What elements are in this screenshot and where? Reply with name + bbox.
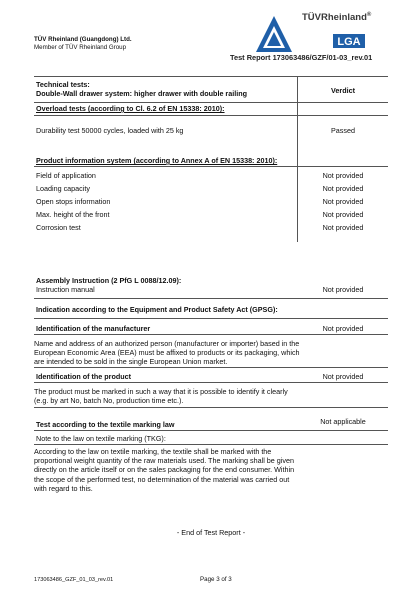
list-item: Field of application [36,171,96,180]
instruction-manual-verdict: Not provided [322,285,364,294]
of-label: of [221,576,227,583]
verdict-column-divider [297,76,298,242]
list-item: Loading capacity [36,184,90,193]
company-name: TÜV Rheinland (Guangdong) Ltd. [34,36,132,43]
list-item: Max. height of the front [36,210,110,219]
product-id-text: The product must be marked in such a way that it is possible to identify it clearly (e.g. by art No, batch No, production time etc.). [34,387,288,406]
page-label: Page [200,576,215,583]
textile-note: Note to the law on textile marking (TKG): [36,434,166,443]
assembly-heading: Assembly Instruction (2 PfG L 0088/12.09): [36,276,182,285]
textile-heading: Test according to the textile marking law [36,420,175,429]
list-item-verdict: Not provided [322,184,364,193]
divider [34,298,388,299]
divider [34,430,388,431]
divider [34,166,388,167]
divider [34,334,388,335]
lga-logo-icon [333,34,365,48]
page-total: 3 [228,576,232,583]
end-of-report: - End of Test Report - [176,528,246,537]
product-id-heading: Identification of the product [36,372,132,381]
footer-file-name: 173063486_GZF_01_03_rev.01 [34,577,114,583]
lga-logo-text: LGA [337,36,361,48]
brand-name [302,12,371,23]
manufacturer-verdict: Not provided [322,324,364,333]
divider [34,318,388,319]
manufacturer-text: Name and address of an authorized person (manufacturer or importer) based in the European Economic Area (EEA) must be affixed to products or its packaging, which are intended to be sold in the single European Union market. [34,339,300,367]
page-indicator [200,576,232,583]
product-id-verdict: Not provided [322,372,364,381]
brand-text: TÜVRheinland [302,12,367,24]
gpsg-heading: Indication according to the Equipment and Product Safety Act (GPSG): [36,305,278,314]
tuv-triangle-logo-icon [254,14,294,54]
member-of: Member of TÜV Rheinland Group [34,44,127,51]
registered-mark: ® [366,12,372,18]
technical-tests-title: Technical tests: [36,80,90,89]
company-block [34,36,132,52]
list-item-verdict: Not provided [322,223,364,232]
drawer-system-title: Double-Wall drawer system: higher drawer with double railing [36,89,247,98]
list-item: Open stops information [36,197,111,206]
product-info-heading: Product information system (according to Annex A of EN 15338: 2010): [36,156,278,165]
textile-text: According to the law on textile marking, the textile shall be marked with the proportional weight quantity of the raw materials used. The marking shall be given directly on the article itself or on the sales packaging for the end consumer. Within the scope of the performed test, no determination of the material was carried out with regard to this. [34,447,295,493]
divider [34,367,388,368]
report-id: Test Report 173063486/GZF/01-03_rev.01 [230,53,373,62]
instruction-manual-label: Instruction manual [36,285,95,294]
list-item: Corrosion test [36,223,81,232]
divider [34,382,388,383]
divider [34,102,388,103]
manufacturer-heading: Identification of the manufacturer [36,324,151,333]
table-top-border [34,76,388,77]
durability-test-verdict: Passed [331,126,355,135]
verdict-header: Verdict [331,86,355,95]
divider [34,444,388,445]
list-item-verdict: Not provided [322,197,364,206]
textile-verdict: Not applicable [320,417,366,426]
divider [34,115,388,116]
list-item-verdict: Not provided [322,210,364,219]
durability-test-label: Durability test 50000 cycles, loaded with 25 kg [36,126,184,135]
list-item-verdict: Not provided [322,171,364,180]
divider [34,407,388,408]
overload-heading: Overload tests (according to Cl. 6.2 of EN 15338: 2010): [36,104,225,113]
page-number: 3 [216,576,220,583]
